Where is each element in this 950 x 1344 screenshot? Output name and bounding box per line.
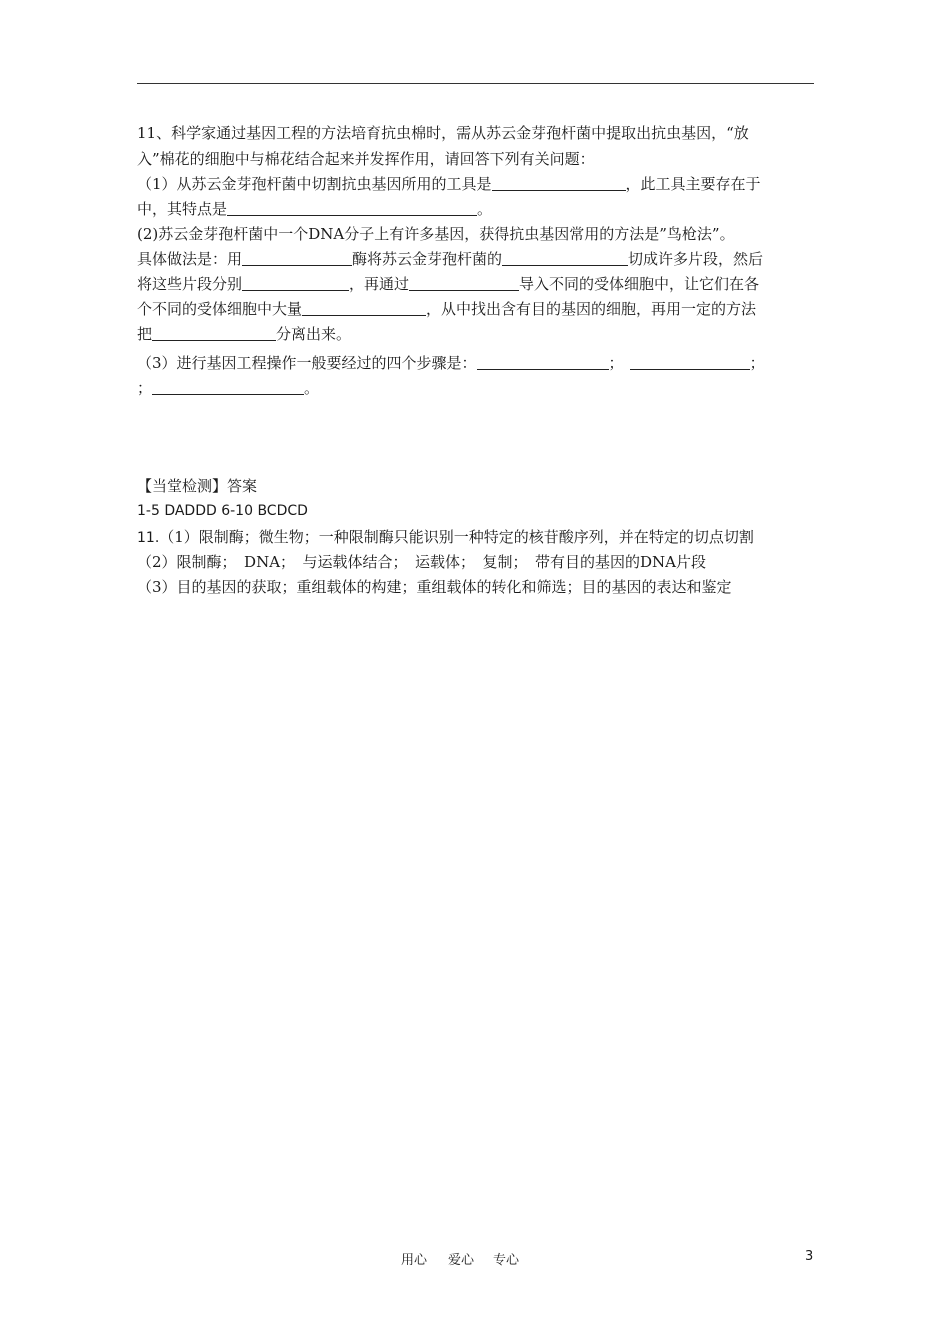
answer-blank[interactable] bbox=[492, 174, 626, 191]
footer-word: 专心 bbox=[493, 1253, 520, 1268]
q2-text-e2: 分离出来。 bbox=[276, 325, 352, 343]
q1-text-a: （1）从苏云金芽孢杆菌中切割抗虫基因所用的工具是 bbox=[137, 175, 492, 193]
answer-blank[interactable] bbox=[409, 274, 519, 291]
q2-text-c1: 将这些片段分别 bbox=[137, 275, 243, 293]
answer-blank[interactable] bbox=[152, 324, 276, 341]
q2-text-b1: 具体做法是：用 bbox=[137, 250, 243, 268]
subquestion-3-line-2 bbox=[137, 378, 817, 398]
q1-text-d: 。 bbox=[477, 200, 493, 218]
header-rule bbox=[137, 83, 814, 84]
answer-blank[interactable] bbox=[152, 378, 304, 395]
subquestion-2-line-1: (2)苏云金芽孢杆菌中一个DNA分子上有许多基因，获得抗虫基因常用的方法是”鸟枪法”。 bbox=[137, 225, 735, 243]
answer-blank[interactable] bbox=[502, 249, 628, 266]
q3-text-a: （3）进行基因工程操作一般要经过的四个步骤是： bbox=[137, 354, 477, 372]
subquestion-3-line-1 bbox=[137, 353, 817, 373]
answer-blank[interactable] bbox=[477, 353, 609, 370]
answer-blank[interactable] bbox=[630, 353, 750, 370]
q2-text-d2: ，从中找出含有目的基因的细胞，再用一定的方法 bbox=[426, 300, 757, 318]
question-line-2: 入”棉花的细胞中与棉花结合起来并发挥作用，请回答下列有关问题： bbox=[137, 150, 595, 168]
subquestion-1-line-1 bbox=[137, 174, 817, 194]
q2-text-c2: ，再通过 bbox=[349, 275, 410, 293]
answer-number: 11. bbox=[137, 530, 160, 546]
q1-text-c: 中，其特点是 bbox=[137, 200, 228, 218]
answer-blank[interactable] bbox=[227, 199, 477, 216]
subquestion-2-line-4 bbox=[137, 299, 817, 319]
answer-11-part-2: （2）限制酶； DNA； 与运载体结合； 运载体； 复制； 带有目的基因的DNA片段 bbox=[137, 553, 707, 571]
answer-11-part-1 bbox=[137, 527, 817, 548]
answer-blank[interactable] bbox=[242, 249, 352, 266]
answer-text: （1）限制酶；微生物；一种限制酶只能识别一种特定的核苷酸序列，并在特定的切点切割 bbox=[159, 528, 754, 546]
footer-word: 爱心 bbox=[448, 1253, 475, 1268]
subquestion-2-line-5 bbox=[137, 324, 817, 344]
q3-separator: ； bbox=[749, 354, 765, 372]
q2-text-e1: 把 bbox=[137, 325, 153, 343]
answer-11-part-3: （3）目的基因的获取；重组载体的构建；重组载体的转化和筛选；目的基因的表达和鉴定 bbox=[137, 578, 732, 596]
page-number: 3 bbox=[805, 1249, 814, 1264]
q2-text-c3: 导入不同的受体细胞中，让它们在各 bbox=[519, 275, 760, 293]
question-line-1: 11、科学家通过基因工程的方法培育抗虫棉时，需从苏云金芽孢杆菌中提取出抗虫基因，“放 bbox=[137, 124, 749, 142]
q3-separator: ； bbox=[608, 354, 624, 372]
q2-text-b3: 切成许多片段，然后 bbox=[628, 250, 764, 268]
subquestion-2-line-2 bbox=[137, 249, 817, 269]
subquestion-2-line-3 bbox=[137, 274, 817, 294]
q3-text-c2: 。 bbox=[304, 379, 320, 397]
answer-blank[interactable] bbox=[242, 274, 349, 291]
answer-blank[interactable] bbox=[302, 299, 426, 316]
q2-text-d1: 个不同的受体细胞中大量 bbox=[137, 300, 303, 318]
q2-text-b2: 酶将苏云金芽孢杆菌的 bbox=[352, 250, 503, 268]
subquestion-1-line-2 bbox=[137, 199, 817, 219]
q3-text-c1: ； bbox=[137, 379, 153, 397]
footer-word: 用心 bbox=[401, 1253, 428, 1268]
multiple-choice-answers: 1-5 DADDD 6-10 BCDCD bbox=[137, 503, 308, 519]
answer-heading: 【当堂检测】答案 bbox=[137, 477, 258, 495]
q1-text-b: ，此工具主要存在于 bbox=[625, 175, 761, 193]
